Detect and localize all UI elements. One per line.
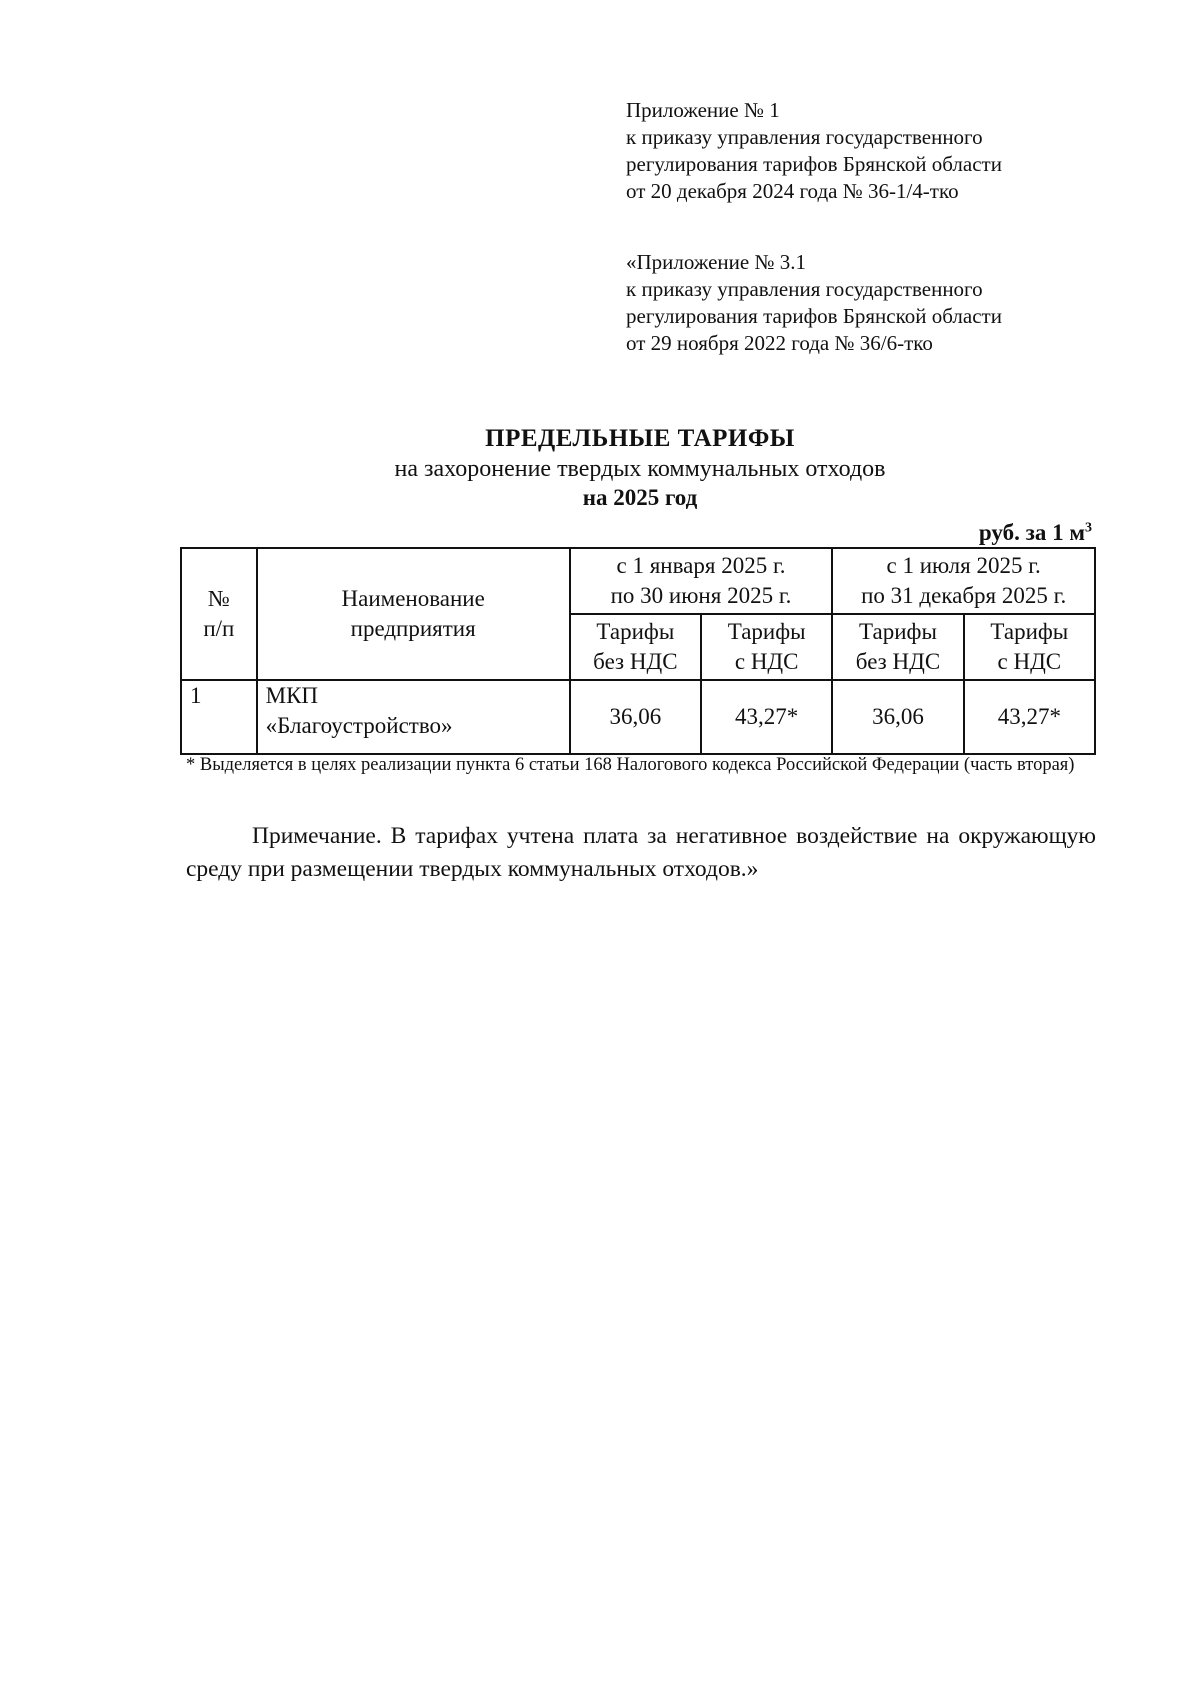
document-year: на 2025 год [582,485,698,510]
row-p1-no-vat: 36,06 [570,680,701,754]
header-tariffs-word: Тарифы [990,619,1069,644]
header-tariffs-word: Тарифы [727,619,806,644]
appendix-header-amended [626,249,1002,357]
header-company-name [257,548,570,680]
header-period2-line1: с 1 июля 2025 г. [886,553,1041,578]
tariff-table [180,547,1096,755]
header-p2-vat [964,614,1095,680]
header-p1-vat [701,614,832,680]
table-row [181,680,1095,754]
header-vat-word: с НДС [734,649,799,674]
header-p1-no-vat [570,614,701,680]
header-name-line1: Наименование [341,586,485,611]
row-company-name [257,680,570,754]
company-name-line2: «Благоустройство» [265,713,453,738]
header-p2-no-vat [832,614,963,680]
unit-text: руб. за 1 м [978,520,1085,545]
document-title: ПРЕДЕЛЬНЫЕ ТАРИФЫ [485,425,795,452]
header-tariffs-word: Тарифы [596,619,675,644]
header-number-line1: № [207,586,230,611]
appendix-number: «Приложение № 3.1 [626,250,806,274]
appendix-header-current [626,97,1002,205]
header-tariffs-word: Тарифы [859,619,937,644]
row-p1-vat: 43,27* [701,680,832,754]
header-period2-line2: по 31 декабря 2025 г. [861,583,1067,608]
unit-superscript: 3 [1085,520,1092,536]
row-p2-vat: 43,27* [964,680,1095,754]
header-period-1 [570,548,833,614]
header-period-2 [832,548,1095,614]
header-no-vat-word: без НДС [855,649,941,674]
appendix-authority: регулирования тарифов Брянской области [626,152,1002,176]
header-no-vat-word: без НДС [593,649,678,674]
note-paragraph: Примечание. В тарифах учтена плата за негативное воздействие на окружающую среду при размещении твердых коммунальных отходов.» [186,823,1096,882]
row-number: 1 [181,680,257,754]
table-header-row [181,548,1095,614]
unit-label [979,520,1092,546]
appendix-authority: регулирования тарифов Брянской области [626,304,1002,328]
header-vat-word: с НДС [997,649,1062,674]
appendix-number: Приложение № 1 [626,98,780,122]
footnote: * Выделяется в целях реализации пункта 6 статьи 168 Налогового кодекса Российской Федерации (часть вторая) [186,755,1075,775]
header-period1-line2: по 30 июня 2025 г. [610,583,792,608]
row-p2-no-vat: 36,06 [832,680,963,754]
document-title-block [180,423,1100,512]
header-number [181,548,257,680]
header-name-line2: предприятия [350,616,476,641]
appendix-order-ref: к приказу управления государственного [626,277,983,301]
document-subtitle: на захоронение твердых коммунальных отходов [394,456,886,482]
appendix-date: от 29 ноября 2022 года № 36/6-тко [626,331,933,355]
company-name-line1: МКП [265,683,319,708]
header-number-line2: п/п [203,616,235,641]
header-period1-line1: с 1 января 2025 г. [616,553,786,578]
appendix-date: от 20 декабря 2024 года № 36-1/4-тко [626,179,959,203]
appendix-order-ref: к приказу управления государственного [626,125,983,149]
